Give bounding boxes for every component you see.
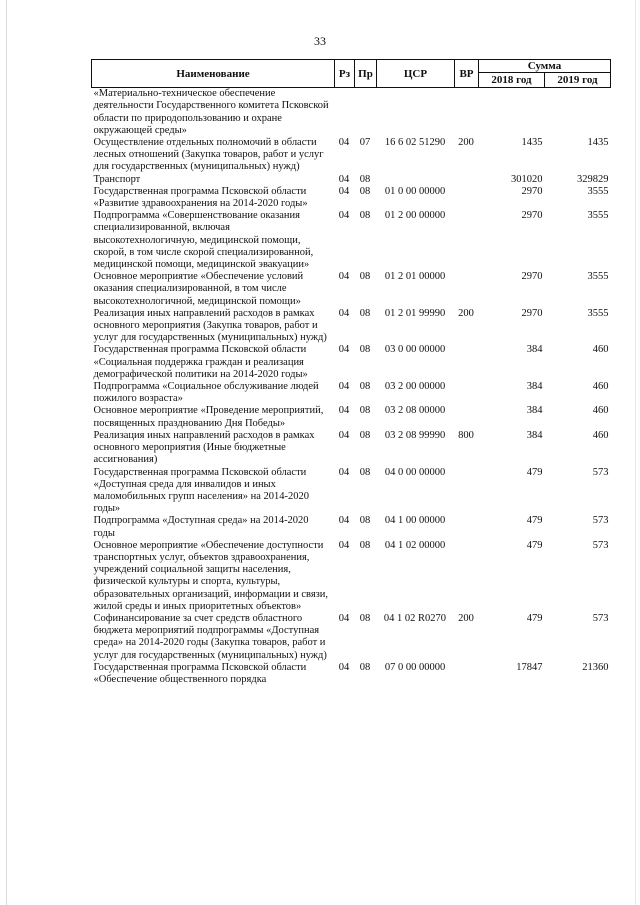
row-rz-cell: 04 bbox=[338, 307, 350, 319]
row-vr-cell: 800 bbox=[458, 429, 474, 441]
row-pr-cell: 08 bbox=[359, 307, 371, 319]
row-sum-2019-cell: 460 bbox=[592, 344, 609, 356]
row-vr-cell bbox=[455, 662, 479, 686]
row-name-cell: Осуществление отдельных полномочий в области лесных отношений (Закупка товаров, работ и услуг для государственных (муниципальных) нужд) bbox=[93, 137, 324, 173]
row-pr-cell: 08 bbox=[359, 539, 371, 551]
row-name-cell: Подпрограмма «Доступная среда» на 2014-2020 годы bbox=[93, 515, 309, 539]
row-name-cell: Подпрограмма «Социальное обслуживание людей пожилого возраста» bbox=[93, 381, 319, 405]
table-row bbox=[92, 137, 611, 174]
row-sum-2018-cell: 2970 bbox=[521, 185, 543, 197]
table-row bbox=[92, 271, 611, 308]
scan-edge-left bbox=[6, 0, 7, 905]
row-sum-2018-cell bbox=[479, 88, 545, 137]
row-vr-cell bbox=[455, 88, 479, 137]
row-vr-cell bbox=[455, 515, 479, 539]
table-row bbox=[92, 88, 611, 137]
row-rz-cell: 04 bbox=[338, 405, 350, 417]
row-name-cell: «Материально-техническое обеспечение деятельности Государственного комитета Псковской области по природопользованию и охране окружающей среды» bbox=[93, 88, 329, 136]
row-pr-cell: 08 bbox=[359, 661, 371, 673]
row-rz-cell bbox=[335, 88, 355, 137]
row-pr-cell: 08 bbox=[359, 466, 371, 478]
row-rz-cell: 04 bbox=[338, 210, 350, 222]
row-rz-cell: 04 bbox=[338, 612, 350, 624]
row-csr-cell bbox=[377, 88, 455, 137]
row-vr-cell bbox=[455, 186, 479, 210]
row-pr-cell: 08 bbox=[359, 405, 371, 417]
row-sum-2019-cell: 3555 bbox=[587, 307, 609, 319]
budget-table-container bbox=[91, 59, 610, 686]
header-year-2019: 2019 год bbox=[545, 73, 611, 88]
row-vr-cell bbox=[455, 540, 479, 613]
header-year-2018: 2018 год bbox=[479, 73, 545, 88]
row-pr-cell: 08 bbox=[359, 429, 371, 441]
row-rz-cell: 04 bbox=[338, 381, 350, 393]
row-rz-cell: 04 bbox=[338, 661, 350, 673]
row-rz-cell: 04 bbox=[338, 539, 350, 551]
table-row bbox=[92, 186, 611, 210]
row-rz-cell: 04 bbox=[338, 173, 350, 185]
row-sum-2019-cell: 573 bbox=[592, 539, 609, 551]
row-vr-cell: 200 bbox=[458, 307, 474, 319]
row-rz-cell: 04 bbox=[338, 271, 350, 283]
row-sum-2018-cell: 2970 bbox=[521, 307, 543, 319]
row-sum-2019-cell: 3555 bbox=[587, 271, 609, 283]
row-name-cell: Реализация иных направлений расходов в рамках основного мероприятия (Закупка товаров, работ и услуг для государственных (муниципальных) нужд) bbox=[93, 307, 327, 344]
row-csr-cell: 01 0 00 00000 bbox=[384, 185, 446, 197]
row-sum-2019-cell: 329829 bbox=[577, 173, 609, 185]
table-row bbox=[92, 613, 611, 662]
row-name-cell: Софинансирование за счет средств областного бюджета мероприятий подпрограммы «Доступная среда» на 2014-2020 годы (Закупка товаров, работ и услуг для государственных (муниципальных) нужд) bbox=[93, 612, 327, 661]
row-csr-cell: 01 2 01 00000 bbox=[384, 271, 446, 283]
row-sum-2019-cell: 3555 bbox=[587, 210, 609, 222]
row-vr-cell: 200 bbox=[458, 137, 474, 149]
row-sum-2018-cell: 384 bbox=[526, 381, 543, 393]
budget-table bbox=[91, 59, 611, 686]
row-name-cell: Государственная программа Псковской области «Социальная поддержка граждан и реализация демографической политики на 2014-2020 годы» bbox=[93, 344, 308, 380]
row-sum-2018-cell: 1435 bbox=[521, 137, 543, 149]
table-header bbox=[92, 60, 611, 88]
row-sum-2019-cell: 573 bbox=[592, 466, 609, 478]
row-pr-cell: 07 bbox=[359, 137, 371, 149]
row-csr-cell bbox=[377, 174, 455, 186]
row-sum-2018-cell: 479 bbox=[526, 515, 543, 527]
page-number: 33 bbox=[314, 34, 326, 48]
row-vr-cell bbox=[455, 467, 479, 516]
row-csr-cell: 01 2 01 99990 bbox=[384, 307, 446, 319]
table-row bbox=[92, 467, 611, 516]
row-sum-2018-cell: 17847 bbox=[516, 661, 543, 673]
row-sum-2019-cell: 3555 bbox=[587, 185, 609, 197]
row-sum-2019-cell bbox=[545, 88, 611, 137]
row-rz-cell: 04 bbox=[338, 429, 350, 441]
row-sum-2019-cell: 21360 bbox=[582, 661, 609, 673]
row-sum-2018-cell: 479 bbox=[526, 612, 543, 624]
row-name-cell: Транспорт bbox=[93, 173, 141, 185]
scan-edge-right bbox=[635, 0, 636, 905]
row-pr-cell: 08 bbox=[359, 271, 371, 283]
row-pr-cell: 08 bbox=[359, 381, 371, 393]
table-row bbox=[92, 515, 611, 539]
row-rz-cell: 04 bbox=[338, 344, 350, 356]
row-vr-cell bbox=[455, 405, 479, 429]
table-body bbox=[92, 88, 611, 686]
row-rz-cell: 04 bbox=[338, 137, 350, 149]
row-vr-cell bbox=[455, 210, 479, 271]
header-pr: Пр bbox=[355, 60, 377, 88]
row-csr-cell: 03 2 00 00000 bbox=[384, 381, 446, 393]
row-vr-cell: 200 bbox=[458, 612, 474, 624]
row-name-cell: Основное мероприятие «Проведение мероприятий, посвященных празднованию Дня Победы» bbox=[93, 405, 324, 429]
table-row bbox=[92, 540, 611, 613]
row-csr-cell: 01 2 00 00000 bbox=[384, 210, 446, 222]
row-sum-2019-cell: 460 bbox=[592, 429, 609, 441]
row-sum-2019-cell: 1435 bbox=[587, 137, 609, 149]
row-vr-cell bbox=[455, 271, 479, 308]
header-vr: ВР bbox=[455, 60, 479, 88]
row-sum-2018-cell: 384 bbox=[526, 405, 543, 417]
table-row bbox=[92, 430, 611, 467]
row-sum-2019-cell: 460 bbox=[592, 381, 609, 393]
table-row bbox=[92, 662, 611, 686]
row-pr-cell: 08 bbox=[359, 515, 371, 527]
row-sum-2019-cell: 460 bbox=[592, 405, 609, 417]
row-csr-cell: 03 0 00 00000 bbox=[384, 344, 446, 356]
row-name-cell: Государственная программа Псковской области «Обеспечение общественного порядка bbox=[93, 661, 307, 685]
row-pr-cell: 08 bbox=[359, 210, 371, 222]
row-rz-cell: 04 bbox=[338, 466, 350, 478]
row-csr-cell: 04 1 02 00000 bbox=[384, 539, 446, 551]
header-csr: ЦСР bbox=[377, 60, 455, 88]
header-rz: Рз bbox=[335, 60, 355, 88]
row-rz-cell: 04 bbox=[338, 515, 350, 527]
row-csr-cell: 04 1 02 R0270 bbox=[383, 612, 447, 624]
header-sum: Сумма bbox=[479, 60, 611, 73]
row-vr-cell bbox=[455, 344, 479, 381]
header-name: Наименование bbox=[92, 60, 335, 88]
row-csr-cell: 03 2 08 99990 bbox=[384, 429, 446, 441]
table-row bbox=[92, 344, 611, 381]
row-vr-cell bbox=[455, 381, 479, 405]
row-sum-2018-cell: 479 bbox=[526, 466, 543, 478]
row-csr-cell: 04 1 00 00000 bbox=[384, 515, 446, 527]
row-csr-cell: 03 2 08 00000 bbox=[384, 405, 446, 417]
row-sum-2018-cell: 301020 bbox=[511, 173, 543, 185]
row-rz-cell: 04 bbox=[338, 185, 350, 197]
row-sum-2018-cell: 384 bbox=[526, 429, 543, 441]
row-sum-2018-cell: 2970 bbox=[521, 271, 543, 283]
row-name-cell: Государственная программа Псковской области «Развитие здравоохранения на 2014-2020 годы» bbox=[93, 185, 308, 210]
row-name-cell: Основное мероприятие «Обеспечение условий оказания специализированной, в том числе высокотехнологичной, медицинской помощи» bbox=[93, 271, 304, 307]
row-pr-cell bbox=[355, 88, 377, 137]
row-sum-2018-cell: 479 bbox=[526, 539, 543, 551]
table-row bbox=[92, 308, 611, 345]
row-pr-cell: 08 bbox=[359, 185, 371, 197]
table-row bbox=[92, 381, 611, 405]
table-row bbox=[92, 405, 611, 429]
row-pr-cell: 08 bbox=[359, 612, 371, 624]
row-name-cell: Реализация иных направлений расходов в рамках основного мероприятия (Иные бюджетные ассигнования) bbox=[93, 429, 315, 466]
row-csr-cell: 04 0 00 00000 bbox=[384, 466, 446, 478]
row-pr-cell: 08 bbox=[359, 173, 371, 185]
row-vr-cell bbox=[455, 174, 479, 186]
row-csr-cell: 07 0 00 00000 bbox=[384, 661, 446, 673]
row-name-cell: Основное мероприятие «Обеспечение доступности транспортных услуг, объектов здравоохранения, учреждений социальной защиты населения, физической культуры и спорта, культуры, образовательных организаций, информации и связи, жилой среды и иных приоритетных объектов» bbox=[93, 539, 329, 612]
row-csr-cell: 16 6 02 51290 bbox=[384, 137, 446, 149]
row-name-cell: Подпрограмма «Совершенствование оказания специализированной, включая высокотехнологичную, медицинской помощи, скорой, в том числе скорой специализированной, медицинской помощи, медицинской эвакуации» bbox=[93, 210, 314, 271]
table-row bbox=[92, 210, 611, 271]
row-sum-2019-cell: 573 bbox=[592, 612, 609, 624]
row-name-cell: Государственная программа Псковской области «Доступная среда для инвалидов и иных маломобильных групп населения» на 2014-2020 годы» bbox=[93, 466, 310, 515]
row-sum-2019-cell: 573 bbox=[592, 515, 609, 527]
row-sum-2018-cell: 384 bbox=[526, 344, 543, 356]
row-sum-2018-cell: 2970 bbox=[521, 210, 543, 222]
row-pr-cell: 08 bbox=[359, 344, 371, 356]
table-row bbox=[92, 174, 611, 186]
